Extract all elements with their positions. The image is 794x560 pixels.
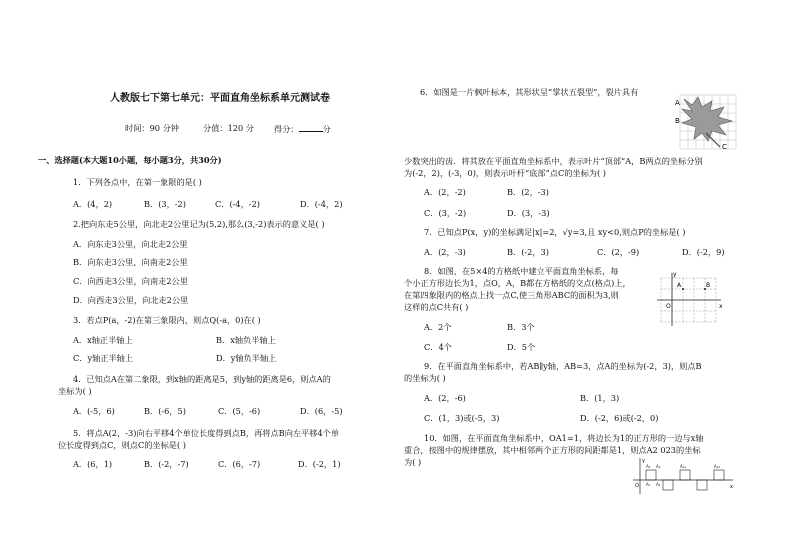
q5-option-d[interactable]: D．(-2，1) — [298, 459, 341, 469]
q6-option-a[interactable]: A．(2，-2) — [424, 187, 466, 197]
q4-stem-line1: 4．已知点A在第二象限，到x轴的距离是5，到y轴的距离是6，则点A的 — [73, 374, 331, 384]
info-unit: 分 — [322, 124, 331, 134]
point-a-label: A — [677, 282, 682, 289]
q8-option-b[interactable]: B．3个 — [507, 322, 535, 332]
q8-stem-line1: 8．如图，在5×4的方格纸中建立平面直角坐标系，每 — [424, 266, 619, 276]
q4-option-b[interactable]: B．(-6，5) — [144, 406, 186, 416]
leaf-point-c-label: C — [722, 143, 727, 151]
svg-text:A₂: A₂ — [656, 482, 661, 487]
q1-option-b[interactable]: B．(3，-2) — [144, 199, 186, 209]
info-got-label: 得分： — [274, 124, 299, 134]
q2-option-c[interactable]: C．向西走3公里，向南走2公里 — [73, 276, 188, 286]
x-axis-label: x — [719, 303, 723, 310]
q1-stem: 1．下列各点中，在第一象限的是( ) — [73, 177, 202, 187]
q2-option-a[interactable]: A．向东走3公里，向北走2公里 — [73, 239, 188, 249]
q5-option-b[interactable]: B．(-2，-7) — [144, 459, 189, 469]
q5-stem-line2: 位长度得到点C，则点C的坐标是( ) — [58, 440, 186, 450]
q8-stem-line4: 这样的点C共有( ) — [404, 302, 469, 312]
section-1-heading: 一、选择题(本大题10小题，每小题3分，共30分) — [38, 155, 222, 165]
leaf-point-b-label: B — [675, 117, 680, 125]
q9-stem-line1: 9．在平面直角坐标系中，若AB∥y轴，AB=3，点A的坐标为(-2，3)，则点B — [424, 361, 702, 371]
info-got — [274, 123, 331, 135]
point-a — [682, 288, 684, 290]
y-axis-label: y — [673, 271, 677, 278]
square-vertex-labels — [646, 464, 720, 487]
q4-option-c[interactable]: C．(5，-6) — [218, 406, 261, 416]
q3-option-b[interactable]: B．x轴负半轴上 — [216, 335, 276, 345]
grid-5x4-figure — [655, 270, 727, 328]
q4-stem-line2: 坐标为( ) — [58, 386, 92, 396]
q3-option-a[interactable]: A．x轴正半轴上 — [73, 335, 133, 345]
q5-stem-line1: 5．将点A(2，-3)向右平移4个单位长度得到点B，再将点B向左平移4个单 — [73, 428, 340, 438]
q8-stem-line3: 在第四象限内的格点上找一点C,使三角形ABC的面积为3,则 — [404, 290, 619, 300]
q3-option-d[interactable]: D．y轴负半轴上 — [216, 353, 277, 363]
paper-title: 人教版七下第七单元：平面直角坐标系单元测试卷 — [110, 93, 330, 104]
svg-text:A₁₁: A₁₁ — [680, 464, 686, 469]
squares-pattern-figure — [630, 456, 736, 496]
q2-option-b[interactable]: B．向东走3公里，向南走2公里 — [73, 257, 188, 267]
x-axis-label: x — [730, 484, 733, 490]
info-time: 时间：90 分钟 — [125, 123, 179, 133]
q6-stem-line1: 6．如图是一片枫叶标本，其形状呈“掌状五裂型”，裂片具有 — [420, 87, 639, 97]
maple-leaf-figure — [672, 93, 738, 151]
q1-option-a[interactable]: A．(4，2) — [73, 199, 113, 209]
q10-stem-line1: 10．如图，在平面直角坐标系中，OA1=1，将边长为1的正方形的一边与x轴 — [424, 433, 704, 443]
q6-option-d[interactable]: D．(3，-3) — [507, 208, 550, 218]
svg-text:A₃: A₃ — [646, 464, 651, 469]
y-axis-label: y — [642, 458, 645, 464]
q3-option-c[interactable]: C．y轴正半轴上 — [73, 353, 134, 363]
origin-label: O — [635, 483, 639, 489]
q6-stem-line3: 为(-2，2)，(-3，0)，则表示叶杆“底部”点C的坐标为( ) — [404, 168, 606, 178]
q5-option-a[interactable]: A．(6，1) — [73, 459, 113, 469]
q10-stem-line2: 重合，按图中的规律摆放，其中相邻两个正方形的间距都是1，则点A2 023的坐标 — [404, 445, 701, 455]
q4-option-d[interactable]: D．(6，-5) — [300, 406, 343, 416]
q1-option-d[interactable]: D．(-4，2) — [300, 199, 343, 209]
q9-option-b[interactable]: B．(1，3) — [580, 393, 620, 403]
q9-stem-line2: 的坐标为( ) — [404, 373, 446, 383]
q7-option-d[interactable]: D．(-2，9) — [682, 247, 725, 257]
leaf-point-a-label: A — [675, 99, 680, 107]
q9-option-a[interactable]: A．(2，-6) — [424, 393, 466, 403]
point-b-label: B — [706, 282, 711, 289]
q3-stem: 3．若点P(a，-2)在第三象限内，则点Q(-a，0)在( ) — [73, 315, 261, 325]
svg-text:A₁: A₁ — [646, 482, 651, 487]
q8-option-d[interactable]: D．5个 — [507, 342, 536, 352]
q5-option-c[interactable]: C．(6，-7) — [218, 459, 261, 469]
svg-text:A₄: A₄ — [656, 464, 661, 469]
q10-stem-line3: 为( ) — [404, 457, 422, 467]
q7-option-c[interactable]: C．(2，-9) — [597, 247, 640, 257]
q7-stem: 7．已知点P(x，y)的坐标满足|x|=2，√y=3,且 xy<0,则点P的坐标是( ) — [424, 227, 686, 237]
score-blank[interactable] — [299, 123, 323, 132]
q8-option-c[interactable]: C．4个 — [424, 342, 452, 352]
svg-text:A₁₂: A₁₂ — [714, 464, 720, 469]
info-score: 分值：120 分 — [203, 123, 254, 133]
q8-option-a[interactable]: A．2个 — [424, 322, 452, 332]
q9-option-d[interactable]: D．(-2，6)或(-2，0) — [580, 413, 659, 423]
origin-label: O — [666, 303, 671, 310]
q4-option-a[interactable]: A．(-5，6) — [73, 406, 115, 416]
q2-stem: 2.把向东走5公里，向北走2公里记为(5,2),那么(3,-2)表示的意义是( ) — [73, 219, 325, 229]
q6-option-b[interactable]: B．(2，-3) — [507, 187, 549, 197]
q8-stem-line2: 个小正方形边长为1，点O，A，B都在方格纸的交点(格点)上， — [404, 278, 631, 288]
q7-option-a[interactable]: A．(2，-3) — [424, 247, 466, 257]
q6-option-c[interactable]: C．(3，-2) — [424, 208, 467, 218]
q6-stem-line2: 少数突出的齿．将其放在平面直角坐标系中，表示叶片“顶部”A，B两点的坐标分别 — [404, 156, 703, 166]
q9-option-c[interactable]: C．(1，3)或(-5，3) — [424, 413, 500, 423]
q2-option-d[interactable]: D．向西走3公里，向北走2公里 — [73, 295, 189, 305]
q7-option-b[interactable]: B．(-2，3) — [507, 247, 549, 257]
q1-option-c[interactable]: C．(-4，-2) — [215, 199, 260, 209]
